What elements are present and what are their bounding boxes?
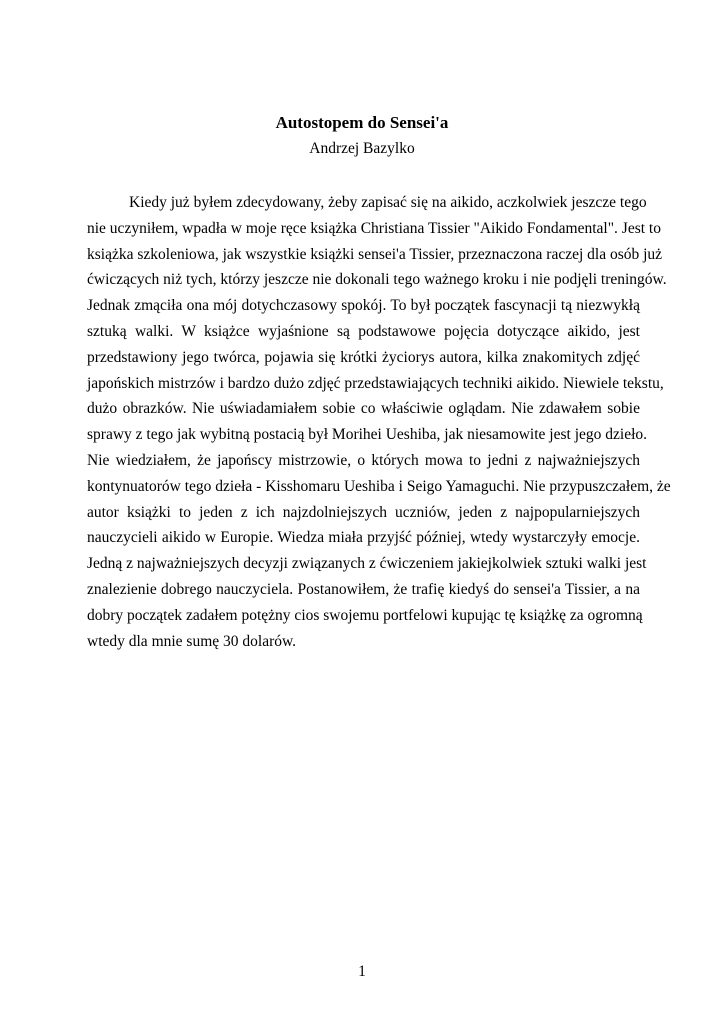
paragraph-line: sprawy z tego jak wybitną postacią był Morihei Ueshiba, jak niesamowite jest jego dzieło. [87, 426, 648, 444]
document-author: Andrzej Bazylko [309, 140, 415, 157]
paragraph-line: przedstawiony jego twórca, pojawia się krótki życiorys autora, kilka znakomitych zdjęć [87, 348, 640, 366]
body-paragraph [87, 190, 671, 654]
paragraph-line: nauczycieli aikido w Europie. Wiedza miała przyjść później, wtedy wystarczyły emocje. [87, 529, 640, 547]
paragraph-line: ćwiczących niż tych, którzy jeszcze nie dokonali tego ważnego kroku i nie podjęli treningów. [87, 271, 667, 289]
paragraph-line: dużo obrazków. Nie uświadamiałem sobie co właściwie oglądam. Nie zdawałem sobie [87, 400, 640, 418]
paragraph-line: wtedy dla mnie sumę 30 dolarów. [87, 632, 297, 650]
paragraph-line: japońskich mistrzów i bardzo dużo zdjęć przedstawiających techniki aikido. Niewiele tekstu, [87, 374, 664, 392]
paragraph-line: znalezienie dobrego nauczyciela. Postanowiłem, że trafię kiedyś do sensei'a Tissier, a na [87, 580, 640, 598]
page-number: 1 [358, 963, 366, 980]
paragraph-line: Kiedy już byłem zdecydowany, żeby zapisać się na aikido, aczkolwiek jeszcze tego [129, 194, 647, 211]
document-title: Autostopem do Sensei'a [275, 113, 449, 132]
paragraph-line: sztuką walki. W książce wyjaśnione są podstawowe pojęcia dotyczące aikido, jest [87, 322, 640, 340]
paragraph-line: autor książki to jeden z ich najzdolniejszych uczniów, jeden z najpopularniejszych [87, 503, 640, 521]
paragraph-line: Jednak zmąciła ona mój dotychczasowy spokój. To był początek fascynacji tą niezwykłą [87, 297, 640, 315]
paragraph-line: dobry początek zadałem potężny cios swojemu portfelowi kupując tę książkę za ogromną [87, 606, 643, 624]
paragraph-line: Nie wiedziałem, że japońscy mistrzowie, o których mowa to jedni z najważniejszych [87, 451, 640, 469]
paragraph-line: Jedną z najważniejszych decyzji związanych z ćwiczeniem jakiejkolwiek sztuki walki jest [87, 555, 647, 573]
paragraph-line: książka szkoleniowa, jak wszystkie książki sensei'a Tissier, przeznaczona raczej dla osób już [87, 245, 663, 263]
paragraph-line: kontynuatorów tego dzieła - Kisshomaru Ueshiba i Seigo Yamaguchi. Nie przypuszczałem, że [87, 477, 671, 495]
paragraph-line: nie uczyniłem, wpadła w moje ręce książka Christiana Tissier "Aikido Fondamental". Jest to [87, 219, 661, 237]
